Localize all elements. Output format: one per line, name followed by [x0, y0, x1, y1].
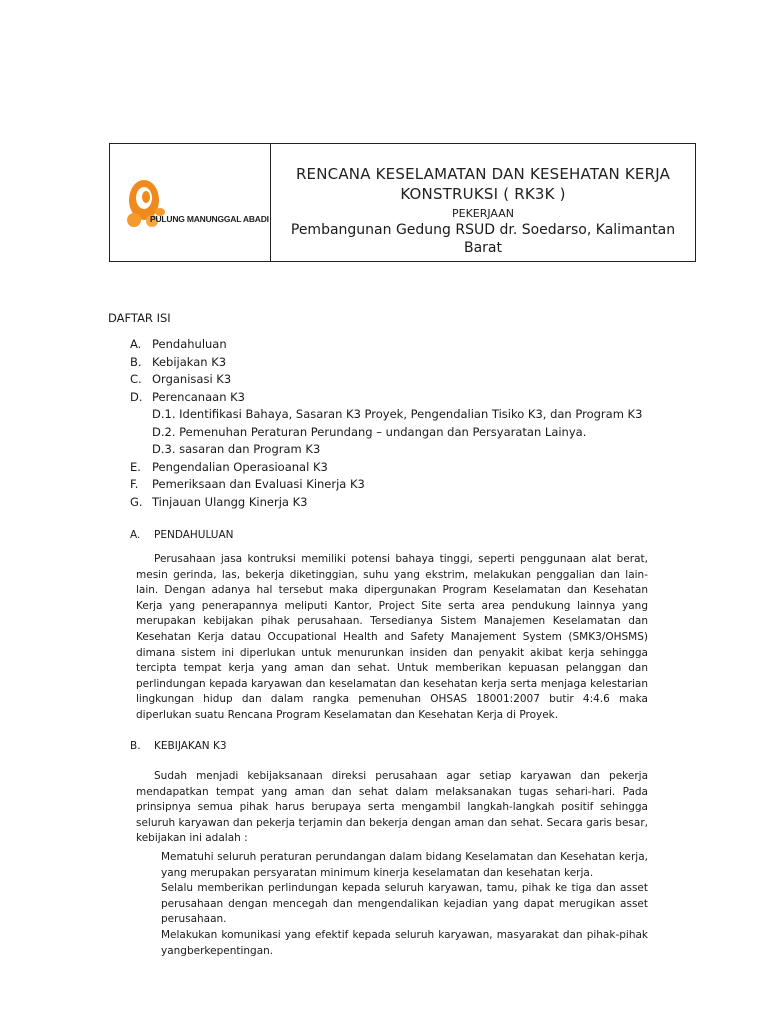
- toc-sub-item: D.1. Identifikasi Bahaya, Sasaran K3 Proyek, Pengendalian Tisiko K3, dan Program K3: [152, 407, 643, 421]
- toc-item: F. Pemeriksaan dan Evaluasi Kinerja K3: [130, 477, 365, 491]
- document-header-table: [109, 143, 696, 262]
- document-title-line-2: KONSTRUKSI ( RK3K ): [400, 185, 566, 203]
- section-a-heading: A. PENDAHULUAN: [130, 529, 234, 541]
- toc-sub-item: D.3. sasaran dan Program K3: [152, 442, 321, 456]
- policy-item: Mematuhi seluruh peraturan perundangan dalam bidang Keselamatan dan Kesehatan kerja, yang merupakan persyaratan minimum kinerja keselamatan dan kesehatan kerja.: [161, 851, 648, 879]
- section-a-paragraph: Perusahaan jasa kontruksi memiliki potensi bahaya tinggi, seperti penggunaan alat berat, mesin gerinda, las, bekerja diketinggian, suhu yang ekstrim, melakukan penggalian dan lain-lain. Dengan adanya hal tersebut maka dipergunakan Program Keselamatan dan Kesehatan Kerja yang penerapannya meliputi Kantor, Project Site serta area pendukung lainnya yang merupakan kebijakan pihak perusahaan. Tersedianya Sistem Manajemen Keselamatan dan Kesehatan Kerja datau Occupational Health and Safety Manajement System (SMK3/OHSMS) dimana sistem ini diperlukan untuk menurunkan insiden dan penyakit akibat kerja sehingga tercipta tempat kerja yang aman dan sehat. Untuk memberikan kepuasan pelanggan dan perlindungan kepada karyawan dan keselamatan dan kesehatan kerja serta menjaga kelestarian lingkungan hidup dan dalam rangka pemenuhan OHSAS 18001:2007 butir 4:4.6 maka diperlukan suatu Rencana Program Keselamatan dan Kesehatan Kerja di Proyek.: [136, 553, 648, 721]
- document-title-line-1: RENCANA KESELAMATAN DAN KESEHATAN KERJA: [295, 165, 671, 183]
- policy-item: Melakukan komunikasi yang efektif kepada seluruh karyawan, masyarakat dan pihak-pihak yangberkepentingan.: [161, 928, 648, 957]
- title-cell: [271, 144, 695, 261]
- toc-item: B. Kebijakan K3: [130, 354, 227, 369]
- policy-item: Selalu memberikan perlindungan kepada seluruh karyawan, tamu, pihak ke tiga dan asset perusahaan dengan mencegah dan mengendalikan kejadian yang dapat merugikan asset perusahaan.: [161, 882, 648, 926]
- toc-heading: DAFTAR ISI: [108, 311, 171, 325]
- toc-item: E. Pengendalian Operasioanal K3: [130, 459, 328, 474]
- project-name: Pembangunan Gedung RSUD dr. Soedarso, Kalimantan Barat: [290, 222, 676, 256]
- toc-item: C. Organisasi K3: [130, 372, 232, 386]
- section-b-paragraph: Sudah menjadi kebijaksanaan direksi perusahaan agar setiap karyawan dan pekerja mendapatkan tempat yang aman dan sehat dalam melaksanakan tugas sehari-hari. Pada prinsipnya semua pihak harus berupaya serta mengambil langkah-langkah positif sehingga seluruh karyawan dan pekerja terjamin dan bekerja dengan aman dan sehat. Secara garis besar, kebijakan ini adalah :: [136, 770, 648, 845]
- work-label: PEKERJAAN: [451, 207, 515, 220]
- table-of-contents: [130, 336, 642, 511]
- section-b-heading: B. KEBIJAKAN K3: [130, 740, 227, 752]
- policy-list: [161, 850, 648, 959]
- toc-item: D. Perencanaan K3: [130, 389, 245, 404]
- toc-sub-item: D.2. Pemenuhan Peraturan Perundang – undangan dan Persyaratan Lainya.: [152, 424, 587, 439]
- logo-cell: [110, 144, 271, 261]
- toc-item: A. Pendahuluan: [130, 337, 227, 351]
- toc-item: G. Tinjauan Ulangg Kinerja K3: [130, 494, 308, 509]
- logo-text: PULUNG MANUNGGAL ABADI: [150, 214, 269, 224]
